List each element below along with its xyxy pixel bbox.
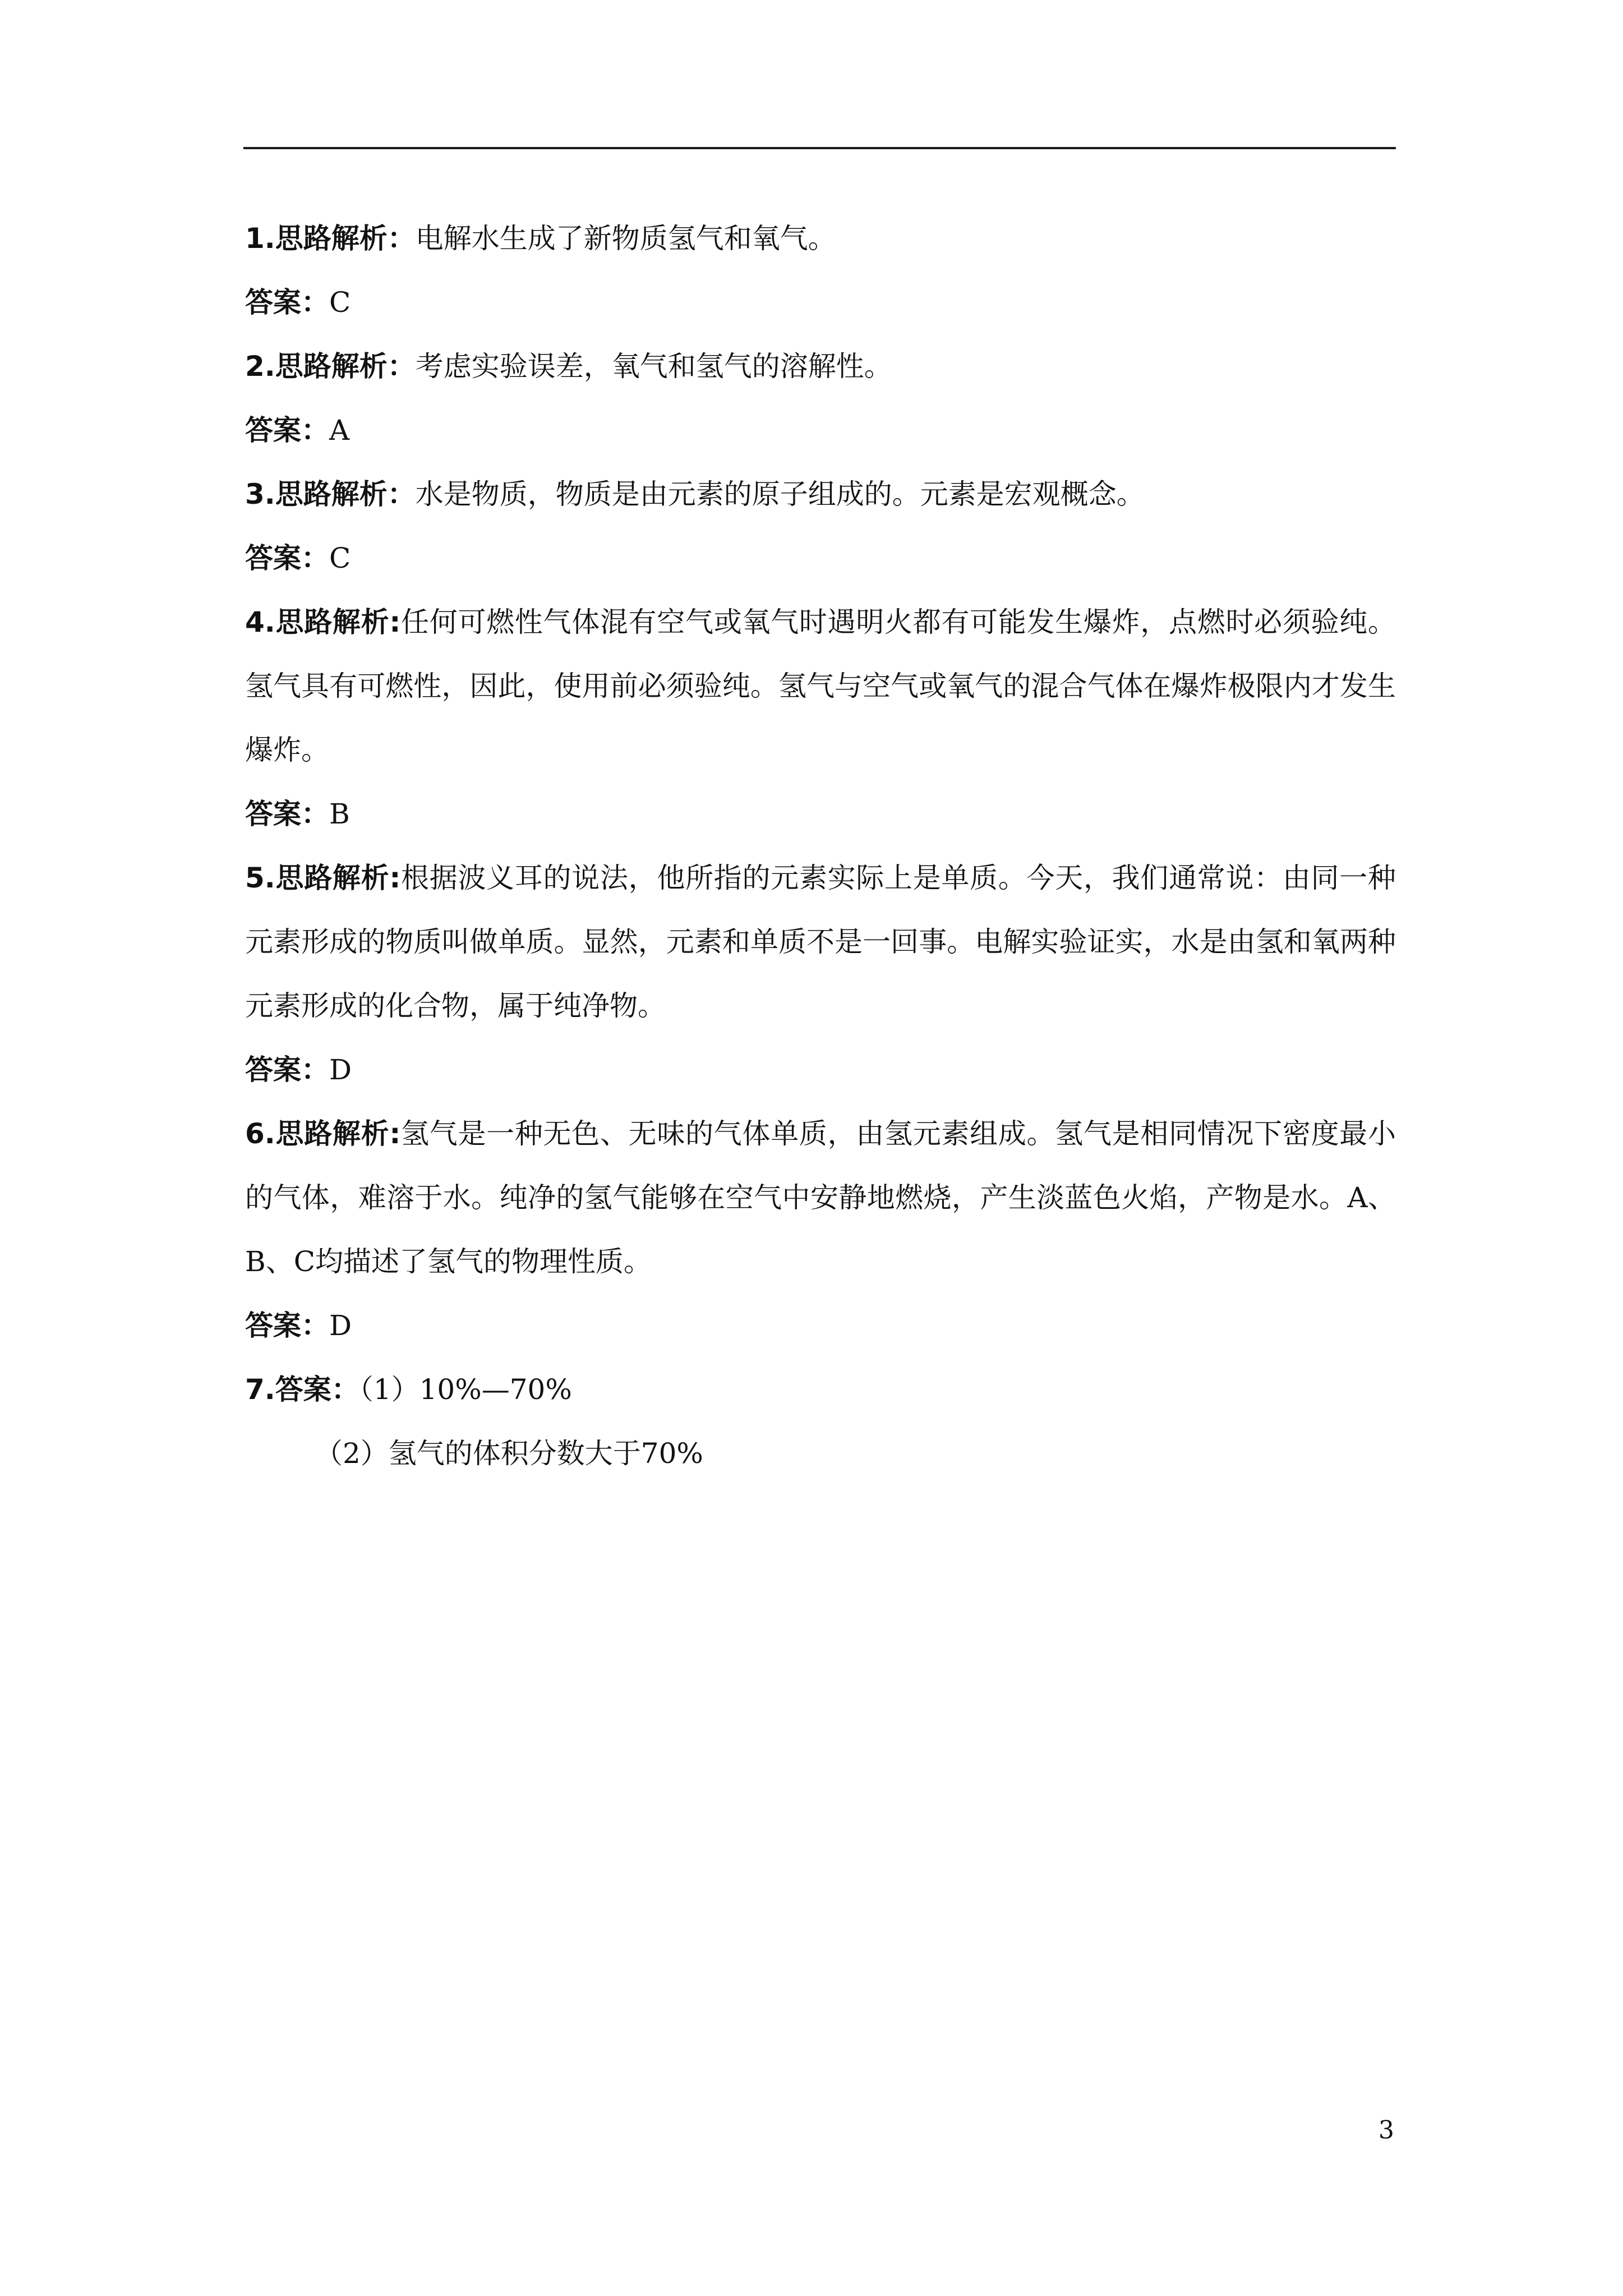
item-4-answer: [245, 782, 1396, 846]
answer-value: A: [329, 414, 350, 447]
analysis-label: 思路解析：: [275, 350, 416, 383]
item-number: 6.: [245, 1117, 275, 1150]
item-1-analysis: [245, 206, 1396, 270]
item-5-analysis: [245, 846, 1396, 1038]
answer-content: [245, 206, 1396, 1485]
item-4-analysis: [245, 590, 1396, 782]
answer-label: 答案：: [245, 1053, 329, 1086]
item-1-answer: [245, 270, 1396, 334]
item-number: 3.: [245, 478, 275, 510]
analysis-label: 思路解析:: [275, 1117, 401, 1150]
item-number: 4.: [245, 606, 275, 638]
item-number: 2.: [245, 350, 275, 383]
item-5-answer: [245, 1038, 1396, 1102]
analysis-text: 任何可燃性气体混有空气或氧气时遇明火都有可能发生爆炸，点燃时必须验纯。氢气具有可燃性，因此，使用前必须验纯。氢气与空气或氧气的混合气体在爆炸极限内才发生爆炸。: [245, 606, 1396, 766]
answer-label: 答案：: [245, 414, 329, 447]
item-2-answer: [245, 398, 1396, 462]
item-number: 1.: [245, 222, 275, 255]
analysis-text: 电解水生成了新物质氢气和氧气。: [415, 222, 836, 255]
analysis-text: 根据波义耳的说法，他所指的元素实际上是单质。今天，我们通常说：由同一种元素形成的物质叫做单质。显然，元素和单质不是一回事。电解实验证实，水是由氢和氧两种元素形成的化合物，属于纯净物。: [245, 862, 1396, 1022]
item-3-answer: [245, 526, 1396, 590]
answer-value: D: [329, 1053, 352, 1086]
answer-part-2: （2）氢气的体积分数大于70%: [315, 1437, 703, 1470]
answer-label: 答案：: [245, 798, 329, 830]
item-7-answer: [245, 1358, 1396, 1421]
answer-label: 答案：: [245, 542, 329, 574]
page-number: 3: [1378, 2116, 1394, 2145]
analysis-text: 考虑实验误差，氧气和氢气的溶解性。: [415, 350, 892, 383]
item-3-analysis: [245, 462, 1396, 526]
analysis-label: 思路解析:: [275, 606, 401, 638]
item-number: 7.: [245, 1373, 275, 1406]
item-6-analysis: [245, 1102, 1396, 1294]
analysis-label: 思路解析：: [275, 222, 416, 255]
answer-label: 答案：: [245, 1309, 329, 1342]
analysis-text: 氢气是一种无色、无味的气体单质，由氢元素组成。氢气是相同情况下密度最小的气体，难溶于水。纯净的氢气能够在空气中安静地燃烧，产生淡蓝色火焰，产物是水。A、B、C均描述了氢气的物理性质。: [245, 1117, 1396, 1278]
answer-value: C: [329, 286, 351, 319]
item-7-answer-part-2: [245, 1421, 1396, 1485]
answer-value: C: [329, 542, 351, 574]
analysis-label: 思路解析:: [275, 862, 401, 894]
item-2-analysis: [245, 334, 1396, 398]
answer-part-1: （1）10%—70%: [359, 1373, 572, 1406]
header-rule: [243, 147, 1396, 149]
analysis-text: 水是物质，物质是由元素的原子组成的。元素是宏观概念。: [415, 478, 1145, 510]
item-6-answer: [245, 1294, 1396, 1358]
answer-value: B: [329, 798, 350, 830]
answer-label: 答案：: [275, 1373, 359, 1406]
answer-label: 答案：: [245, 286, 329, 319]
answer-value: D: [329, 1309, 352, 1342]
analysis-label: 思路解析：: [275, 478, 416, 510]
item-number: 5.: [245, 862, 275, 894]
